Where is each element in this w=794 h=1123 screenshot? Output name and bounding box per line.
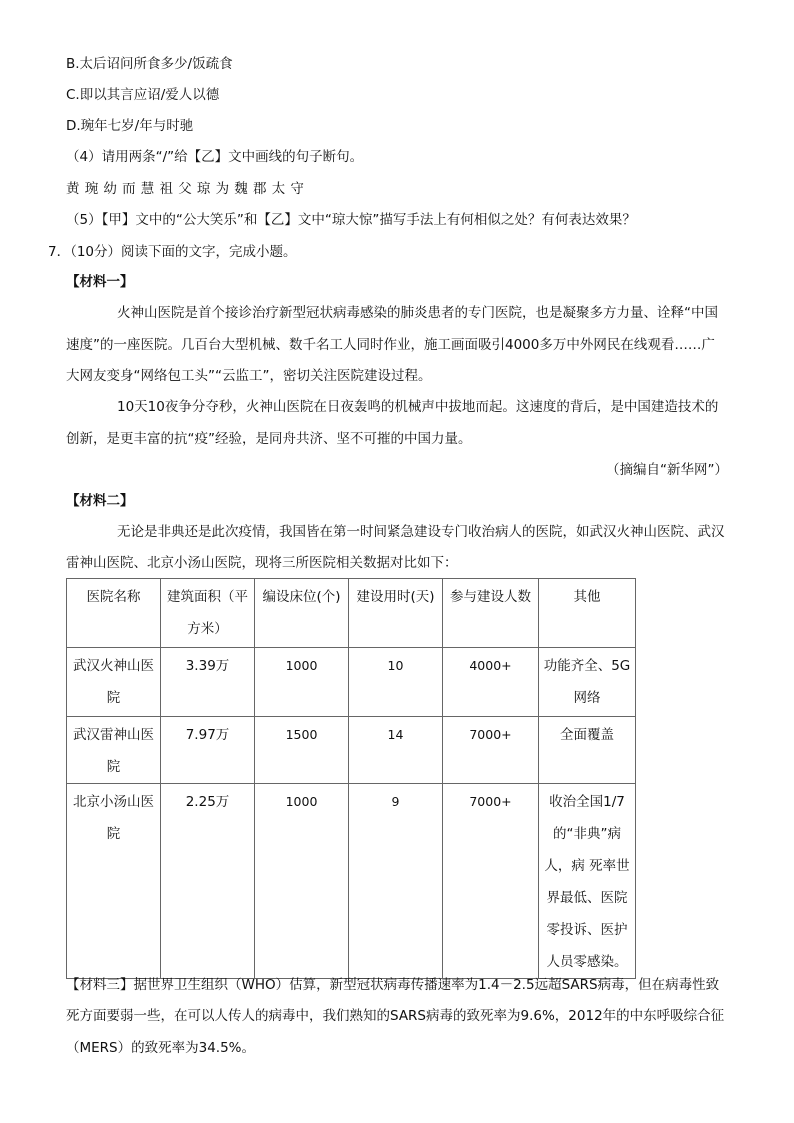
material-2-line: 雷神山医院、北京小汤山医院，现将三所医院相关数据对比如下：: [66, 555, 458, 571]
option-c: C.即以其言应诏/爱人以德: [66, 87, 220, 103]
table-cell: 9: [349, 784, 443, 979]
option-d: D.琬年七岁/年与时驰: [66, 118, 194, 134]
question-7-heading: 7．（10分）阅读下面的文字，完成小题。: [48, 244, 297, 260]
table-row: [67, 717, 636, 784]
material-2-title: 【材料二】: [66, 493, 134, 509]
table-header-cell: 医院名称: [67, 579, 161, 648]
material-1-line: 速度”的一座医院。几百台大型机械、数千名工人同时作业，施工画面吸引4000多万中外网民在线观看……广: [66, 337, 715, 353]
material-3-line: 死方面要弱一些，在可以人传人的病毒中，我们熟知的SARS病毒的致死率为9.6%，2012年的中东呼吸综合征: [66, 1008, 725, 1024]
table-header-cell: 建筑面积（平方米）: [161, 579, 255, 648]
table-cell: 1000: [255, 784, 349, 979]
table-cell: 2.25万: [161, 784, 255, 979]
table-cell: 7000+: [443, 784, 539, 979]
table-cell: 7.97万: [161, 717, 255, 784]
material-3-line: （MERS）的致死率为34.5%。: [66, 1040, 256, 1056]
material-1-line: 创新，是更丰富的抗“疫”经验，是同舟共济、坚不可摧的中国力量。: [66, 431, 472, 447]
material-1-line: 10天10夜争分夺秒，火神山医院在日夜轰鸣的机械声中拔地而起。这速度的背后，是中国建造技术的: [117, 399, 719, 415]
hospital-comparison-table: [66, 578, 636, 979]
question-5: （5）【甲】文中的“公大笑乐”和【乙】文中“琼大惊”描写手法上有何相似之处？有何表达效果？: [66, 212, 636, 228]
table-cell: 全面覆盖: [539, 717, 636, 784]
table-row: [67, 784, 636, 979]
table-cell: 收治全国1/7的“非典”病人，病 死率世界最低、医院零投诉、医护人员零感染。: [539, 784, 636, 979]
table-cell: 10: [349, 648, 443, 717]
table-cell: 14: [349, 717, 443, 784]
option-b: B.太后诏问所食多少/饭疏食: [66, 56, 233, 72]
table-header-cell: 编设床位(个): [255, 579, 349, 648]
table-cell: 1500: [255, 717, 349, 784]
table-header-cell: 参与建设人数: [443, 579, 539, 648]
material-3-line: 【材料三】据世界卫生组织（WHO）估算，新型冠状病毒传播速率为1.4－2.5远超SARS病毒，但在病毒性致: [66, 977, 720, 993]
material-2-line: 无论是非典还是此次疫情，我国皆在第一时间紧急建设专门收治病人的医院，如武汉火神山医院、武汉: [117, 524, 725, 540]
table-cell: 1000: [255, 648, 349, 717]
question-4-sentence: 黄琬幼而慧祖父琼为魏郡太守: [66, 181, 310, 197]
table-cell: 7000+: [443, 717, 539, 784]
table-cell: 3.39万: [161, 648, 255, 717]
table-cell: 北京小汤山医院: [67, 784, 161, 979]
table-header-cell: 其他: [539, 579, 636, 648]
material-1-line: 大网友变身“网络包工头”“云监工”，密切关注医院建设过程。: [66, 368, 432, 384]
table-cell: 武汉火神山医院: [67, 648, 161, 717]
table-cell: 功能齐全、5G网络: [539, 648, 636, 717]
material-1-source: （摘编自“新华网”）: [606, 462, 728, 478]
table-cell: 武汉雷神山医院: [67, 717, 161, 784]
question-4-prompt: （4）请用两条“/”给【乙】文中画线的句子断句。: [66, 149, 364, 165]
material-1-title: 【材料一】: [66, 274, 134, 290]
table-cell: 4000+: [443, 648, 539, 717]
material-1-line: 火神山医院是首个接诊治疗新型冠状病毒感染的肺炎患者的专门医院，也是凝聚多方力量、诠释“中国: [117, 305, 718, 321]
table-header-row: [67, 579, 636, 648]
table-header-cell: 建设用时(天): [349, 579, 443, 648]
table-row: [67, 648, 636, 717]
